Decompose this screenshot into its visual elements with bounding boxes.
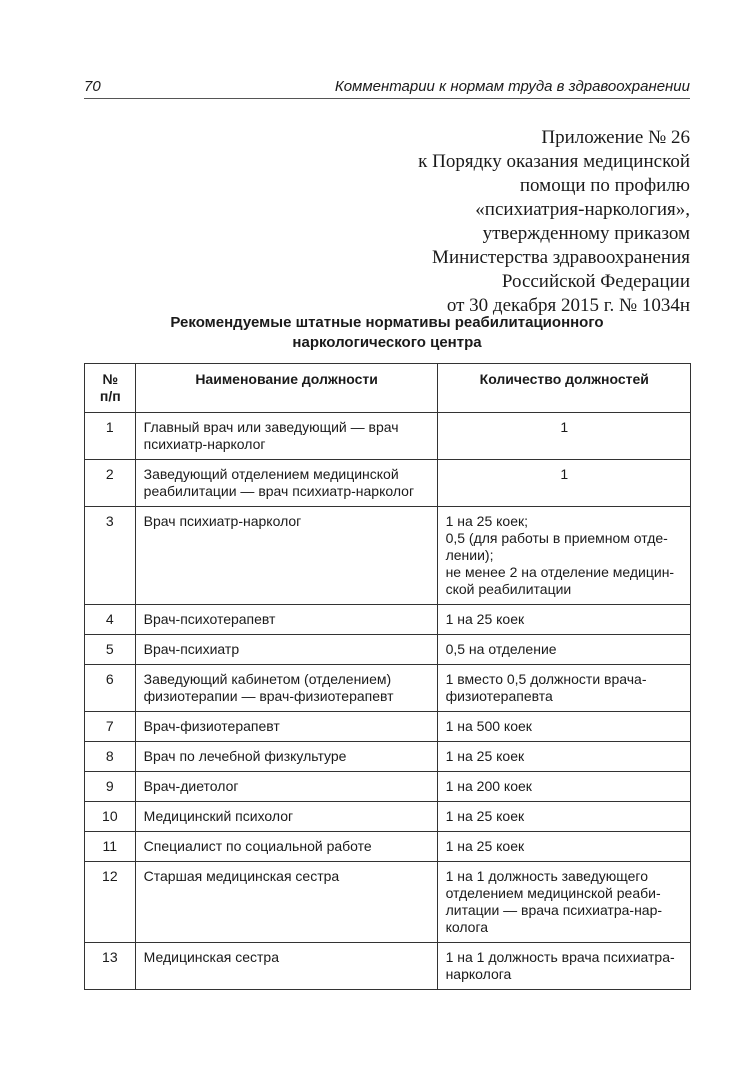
header-number-line: № [102, 371, 119, 387]
position-name [135, 943, 437, 990]
position-quantity [437, 943, 690, 990]
position-name [135, 413, 437, 460]
position-quantity [437, 742, 690, 772]
position-quantity [437, 605, 690, 635]
row-number: 3 [85, 507, 136, 605]
position-quantity-line: 1 на 25 коек; [445, 513, 528, 529]
position-name-line: психиатр-нарколог [143, 436, 266, 452]
position-quantity-line: 1 на 1 должность врача психиатра- [445, 949, 675, 965]
table-row [85, 413, 691, 460]
row-number: 10 [85, 802, 136, 832]
row-number: 8 [85, 742, 136, 772]
position-quantity-line: не менее 2 на отделение медицин- [445, 564, 675, 580]
table-row [85, 802, 691, 832]
position-name [135, 665, 437, 712]
position-name-line: Врач-психиатр [143, 641, 240, 657]
row-number: 4 [85, 605, 136, 635]
position-name-line: Специалист по социальной работе [143, 838, 372, 854]
row-number: 2 [85, 460, 136, 507]
appendix-line: утвержденному приказом [482, 223, 690, 244]
header-position: Наименование должности [135, 364, 437, 413]
position-quantity [437, 413, 690, 460]
position-name [135, 712, 437, 742]
position-name [135, 862, 437, 943]
header-quantity: Количество должностей [437, 364, 690, 413]
row-number: 13 [85, 943, 136, 990]
position-name-line: Врач по лечебной физкультуре [143, 748, 347, 764]
table-row [85, 862, 691, 943]
appendix-line: «психиатрия-наркология», [475, 199, 690, 220]
table-title-line: Рекомендуемые штатные нормативы реабилитационного [170, 314, 604, 331]
position-quantity-line: 1 на 25 коек [445, 838, 525, 854]
position-quantity [437, 507, 690, 605]
position-name [135, 742, 437, 772]
row-number: 5 [85, 635, 136, 665]
position-quantity-line: нарколога [445, 966, 512, 982]
position-quantity [437, 665, 690, 712]
position-quantity-line: 1 [560, 419, 569, 435]
appendix-line: Приложение № 26 [541, 127, 690, 148]
position-quantity-line: физиотерапевта [445, 688, 553, 704]
position-quantity [437, 862, 690, 943]
header-number [85, 364, 136, 413]
table-title [84, 313, 690, 353]
page-number: 70 [84, 78, 101, 95]
position-name-line: Главный врач или заведующий — врач [143, 419, 399, 435]
position-quantity [437, 832, 690, 862]
table-row [85, 460, 691, 507]
position-quantity-line: 1 на 25 коек [445, 611, 525, 627]
position-name [135, 772, 437, 802]
appendix-line: Министерства здравоохранения [432, 247, 690, 268]
appendix-line: помощи по профилю [519, 175, 690, 196]
position-name [135, 802, 437, 832]
position-name [135, 635, 437, 665]
row-number: 1 [85, 413, 136, 460]
position-name [135, 832, 437, 862]
position-quantity [437, 772, 690, 802]
position-quantity [437, 712, 690, 742]
table-header-row [85, 364, 691, 413]
position-quantity-line: 1 на 500 коек [445, 718, 532, 734]
position-quantity-line: 1 вместо 0,5 должности врача- [445, 671, 647, 687]
row-number: 7 [85, 712, 136, 742]
table-row [85, 507, 691, 605]
position-name-line: Медицинская сестра [143, 949, 279, 965]
row-number: 12 [85, 862, 136, 943]
running-title: Комментарии к нормам труда в здравоохранении [334, 78, 690, 95]
table-title-line: наркологического центра [292, 334, 482, 351]
appendix-reference [418, 126, 690, 318]
position-name-line: Врач психиатр-нарколог [143, 513, 302, 529]
table-row [85, 635, 691, 665]
position-quantity [437, 460, 690, 507]
position-quantity-line: отделением медицинской реаби- [445, 885, 661, 901]
position-quantity-line: ской реабилитации [445, 581, 572, 597]
row-number: 6 [85, 665, 136, 712]
position-name-line: Врач-психотерапевт [143, 611, 276, 627]
table-row [85, 832, 691, 862]
running-header [84, 76, 690, 99]
appendix-line: к Порядку оказания медицинской [418, 151, 690, 172]
position-name-line: Врач-физиотерапевт [143, 718, 280, 734]
position-name-line: физиотерапии — врач-физиотерапевт [143, 688, 394, 704]
position-quantity [437, 635, 690, 665]
position-quantity [437, 802, 690, 832]
staffing-table [84, 363, 691, 990]
position-name-line: реабилитации — врач психиатр-нарколог [143, 483, 415, 499]
table-row [85, 712, 691, 742]
table-row [85, 742, 691, 772]
appendix-line: от 30 декабря 2015 г. № 1034н [446, 295, 690, 316]
position-quantity-line: 1 на 200 коек [445, 778, 532, 794]
position-quantity-line: 0,5 (для работы в приемном отде- [445, 530, 668, 546]
position-name-line: Заведующий кабинетом (отделением) [143, 671, 392, 687]
appendix-line: Российской Федерации [501, 271, 690, 292]
position-name-line: Врач-диетолог [143, 778, 239, 794]
position-name [135, 605, 437, 635]
table-row [85, 772, 691, 802]
position-name [135, 507, 437, 605]
position-quantity-line: 1 на 25 коек [445, 748, 525, 764]
position-name [135, 460, 437, 507]
table-row [85, 665, 691, 712]
position-quantity-line: 0,5 на отделение [445, 641, 557, 657]
position-name-line: Старшая медицинская сестра [143, 868, 340, 884]
table-body [85, 413, 691, 990]
position-quantity-line: литации — врача психиатра-нар- [445, 902, 663, 918]
table-row [85, 605, 691, 635]
row-number: 11 [85, 832, 136, 862]
position-name-line: Медицинский психолог [143, 808, 294, 824]
position-quantity-line: лении); [445, 547, 494, 563]
position-quantity-line: колога [445, 919, 489, 935]
row-number: 9 [85, 772, 136, 802]
header-number-line: п/п [99, 388, 121, 404]
position-name-line: Заведующий отделением медицинской [143, 466, 399, 482]
position-quantity-line: 1 [560, 466, 569, 482]
position-quantity-line: 1 на 25 коек [445, 808, 525, 824]
table-row [85, 943, 691, 990]
position-quantity-line: 1 на 1 должность заведующего [445, 868, 648, 884]
